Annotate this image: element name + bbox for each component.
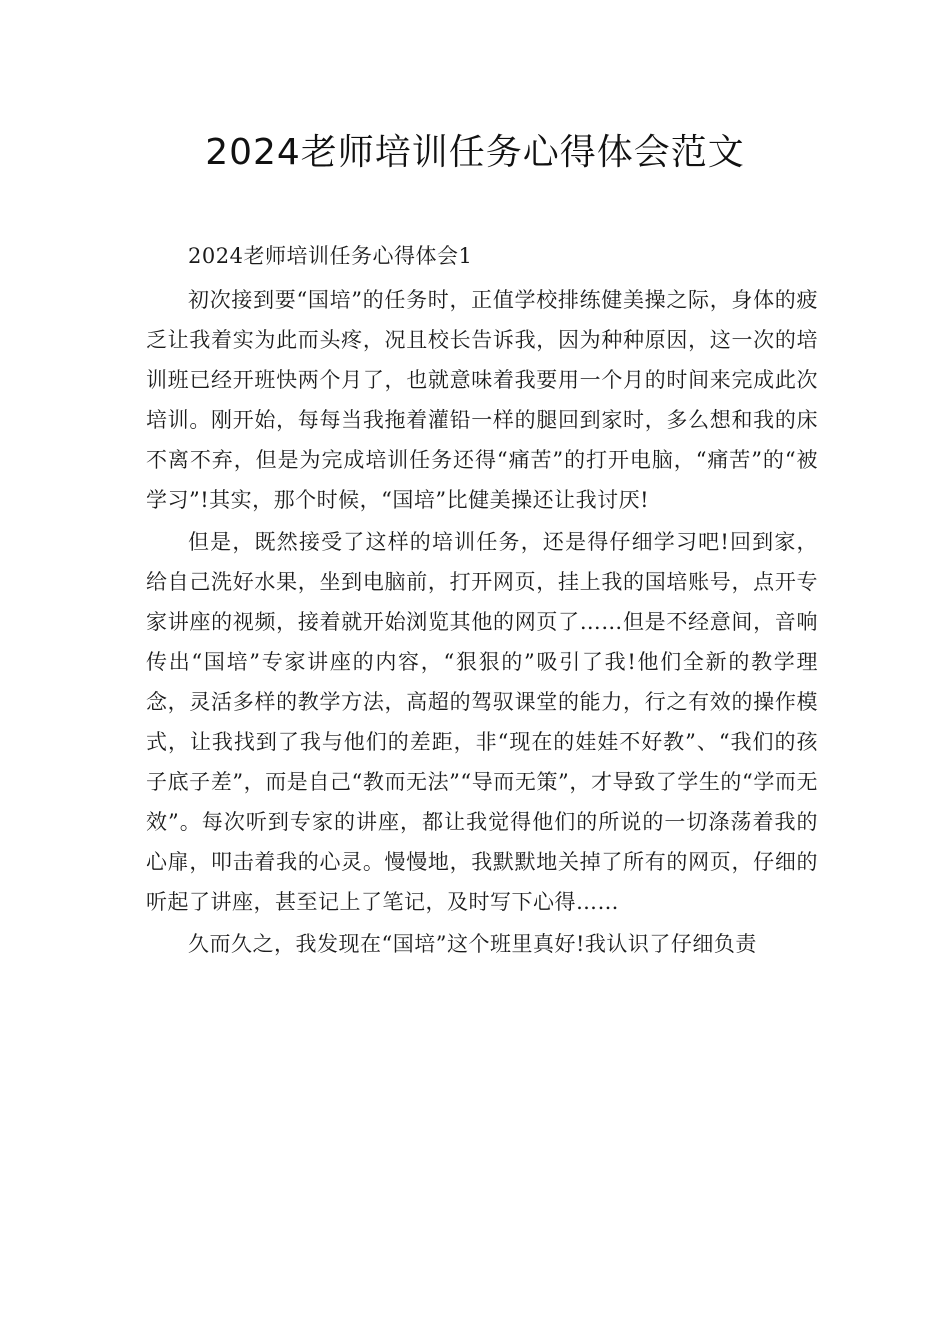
document-title: 2024老师培训任务心得体会范文 — [205, 132, 745, 173]
paragraph-2: 但是，既然接受了这样的培训任务，还是得仔细学习吧!回到家，给自己洗好水果，坐到电脑前，打开网页，挂上我的国培账号，点开专家讲座的视频，接着就开始浏览其他的网页了……但是不经意间，音响传出“国培”专家讲座的内容，“狠狠的”吸引了我!他们全新的教学理念，灵活多样的教学方法，高超的驾驭课堂的能力，行之有效的操作模式，让我找到了我与他们的差距，非“现在的娃娃不好教”、“我们的孩子底子差”，而是自己“教而无法”“导而无策”，才导致了学生的“学而无效”。每次听到专家的讲座，都让我觉得他们的所说的一切涤荡着我的心扉，叩击着我的心灵。慢慢地，我默默地关掉了所有的网页，仔细的听起了讲座，甚至记上了笔记，及时写下心得…… — [146, 530, 818, 914]
section-heading: 2024老师培训任务心得体会1 — [188, 244, 473, 268]
document-body — [146, 236, 818, 964]
paragraph-3: 久而久之，我发现在“国培”这个班里真好!我认识了仔细负责 — [188, 932, 757, 956]
paragraph-1: 初次接到要“国培”的任务时，正值学校排练健美操之际，身体的疲乏让我着实为此而头疼，况且校长告诉我，因为种种原因，这一次的培训班已经开班快两个月了，也就意味着我要用一个月的时间来完成此次培训。刚开始，每每当我拖着灌铅一样的腿回到家时，多么想和我的床不离不弃，但是为完成培训任务还得“痛苦”的打开电脑，“痛苦”的“被学习”!其实，那个时候，“国培”比健美操还让我讨厌! — [146, 288, 818, 512]
